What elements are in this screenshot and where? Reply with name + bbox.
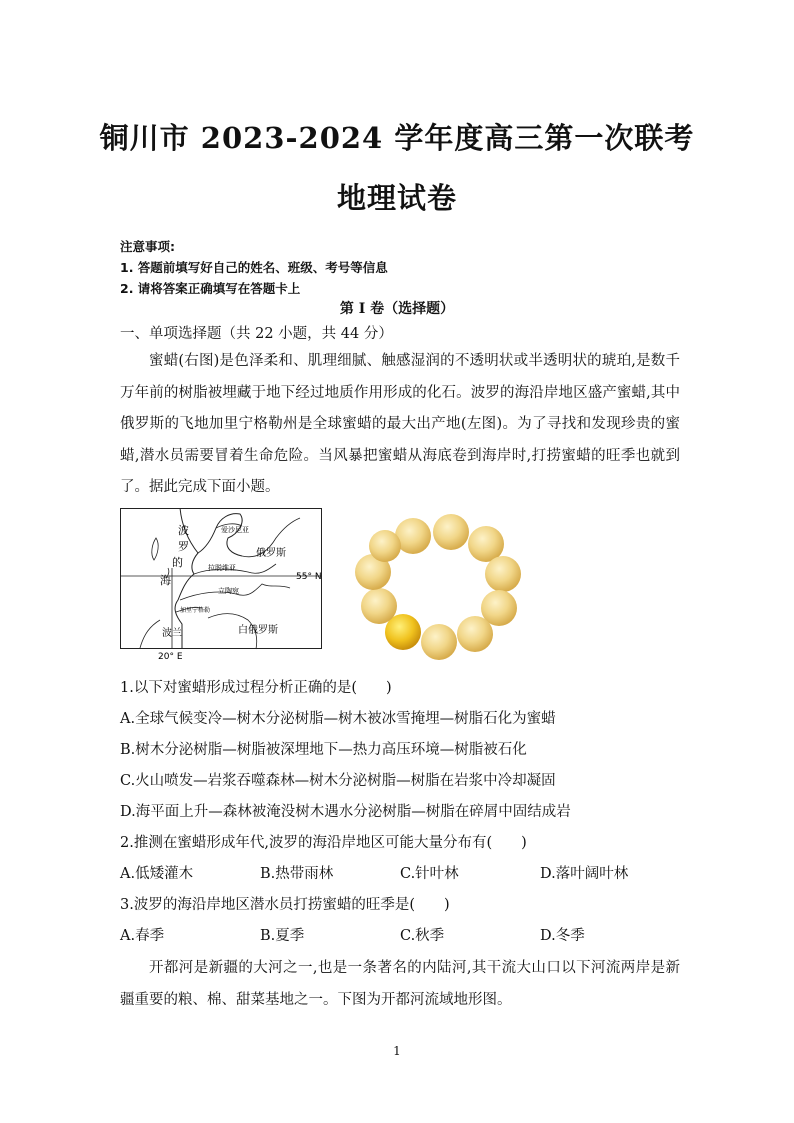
map-label-sea: 海	[160, 574, 171, 587]
question-2-option: D.落叶阔叶林	[540, 866, 629, 882]
question-1-option: B.树木分泌树脂—树脂被深埋地下—热力高压环境—树脂被石化	[120, 742, 527, 758]
map-label-belarus: 白俄罗斯	[238, 625, 278, 636]
section-title: 第 I 卷（选择题）	[339, 301, 455, 317]
passage-1	[120, 346, 680, 504]
question-1-option: C.火山喷发—岩浆吞噬森林—树木分泌树脂—树脂在岩浆中冷却凝固	[120, 773, 556, 789]
part-heading: 一、单项选择题（共 22 小题，共 44 分）	[120, 326, 393, 342]
notes-item: 2. 请将答案正确填写在答题卡上	[120, 281, 301, 296]
map-label-sea: 的	[172, 556, 183, 569]
map-label-kaliningrad: 加里宁格勒	[180, 607, 211, 614]
exam-subtitle: 地理试卷	[336, 181, 457, 215]
question-2-options	[120, 862, 660, 883]
map-label-lithuania: 立陶宛	[218, 587, 239, 595]
question-3-option: B.夏季	[260, 928, 305, 944]
map-label-sea: 罗	[178, 540, 189, 553]
passage-2-text: 开都河是新疆的大河之一,也是一条著名的内陆河,其干流大山口以下河流两岸是新疆重要的粮、棉、甜菜基地之一。下图为开都河流域地形图。	[120, 960, 680, 1008]
question-1-stem: 1.以下对蜜蜡形成过程分析正确的是( )	[120, 680, 392, 696]
notes-heading: 注意事项:	[120, 239, 175, 254]
map-label-russia: 俄罗斯	[256, 548, 286, 559]
notes-item: 1. 答题前填写好自己的姓名、班级、考号等信息	[120, 260, 388, 275]
page-number: 1	[393, 1044, 401, 1058]
map-label-sea: 波	[178, 524, 189, 537]
map-label-longitude: 20° E	[158, 652, 183, 660]
question-2-option: B.热带雨林	[260, 866, 334, 882]
exam-title: 铜川市 2023-2024 学年度高三第一次联考	[99, 121, 695, 155]
map-label-poland: 波兰	[162, 628, 182, 639]
question-3-option: A.春季	[120, 928, 165, 944]
question-2-option: C.针叶林	[400, 866, 459, 882]
question-2-stem: 2.推测在蜜蜡形成年代,波罗的海沿岸地区可能大量分布有( )	[120, 835, 527, 851]
passage-2	[120, 953, 680, 1016]
map-label-latvia: 拉脱维亚	[208, 564, 236, 572]
question-3-option: D.冬季	[540, 928, 585, 944]
map-label-latitude: 55° N	[296, 572, 322, 582]
question-3-stem: 3.波罗的海沿岸地区潜水员打捞蜜蜡的旺季是( )	[120, 897, 450, 913]
question-2-option: A.低矮灌木	[120, 866, 194, 882]
question-1-option: D.海平面上升—森林被淹没树木遇水分泌树脂—树脂在碎屑中固结成岩	[120, 804, 571, 820]
question-3-option: C.秋季	[400, 928, 445, 944]
notes-block	[120, 236, 388, 299]
question-3-options	[120, 924, 660, 945]
map-label-estonia: 爱沙尼亚	[221, 526, 249, 534]
baltic-region-map	[120, 508, 322, 660]
amber-bracelet-image	[343, 508, 533, 660]
passage-1-text: 蜜蜡(右图)是色泽柔和、肌理细腻、触感湿润的不透明状或半透明状的琥珀,是数千万年前的树脂被埋藏于地下经过地质作用形成的化石。波罗的海沿岸地区盛产蜜蜡,其中俄罗斯的飞地加里宁格勒州是全球蜜蜡的最大出产地(左图)。为了寻找和发现珍贵的蜜蜡,潜水员需要冒着生命危险。当风暴把蜜蜡从海底卷到海岸时,打捞蜜蜡的旺季也就到了。据此完成下面小题。	[120, 353, 680, 495]
question-1-option: A.全球气候变冷—树木分泌树脂—树木被冰雪掩埋—树脂石化为蜜蜡	[120, 711, 556, 727]
